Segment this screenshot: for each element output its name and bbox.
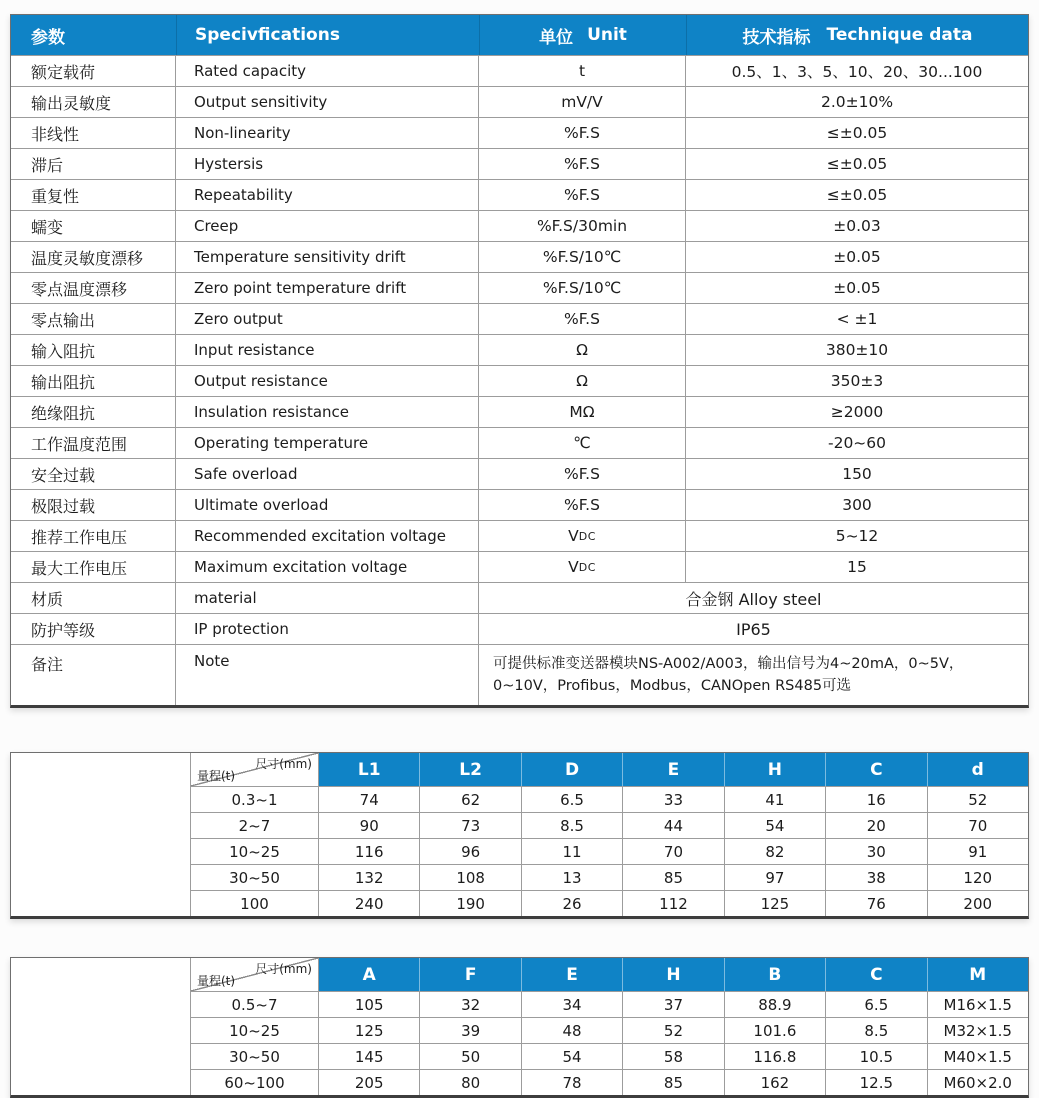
spec-row-merged [11,613,1028,644]
dim-row [191,864,1028,890]
header-param [11,15,176,55]
dim-value-cell: 62 [419,787,520,812]
dim-value-cell: 34 [521,992,622,1017]
range-cell: 10~25 [191,839,319,864]
header-data-cn: 技术指标 [742,27,811,48]
dim-value-cell: 240 [354,894,384,913]
dim-value-cell: 112 [622,891,723,916]
value-cell: 150 [842,465,872,483]
value-cell: -20~60 [827,434,887,452]
dim-column-header: L2 [419,753,520,786]
unit-cell: %F.S [479,118,686,148]
param-en-cell: Zero point temperature drift [176,273,479,303]
dim-value-cell: 91 [927,839,1028,864]
param-en-cell: Hystersis [176,149,479,179]
dim-row [191,991,1028,1017]
value-cell: ±0.05 [833,248,881,266]
note-text-cell [479,645,1028,705]
dim-value-cell: 125 [354,1021,384,1040]
dim-column-header: M [927,958,1028,991]
param-en-cell: Maximum excitation voltage [176,552,479,582]
spec-row-merged [11,582,1028,613]
model-label: NS-TH3B [11,958,191,1095]
range-cell: 30~50 [191,1044,319,1069]
dim-value-cell: 37 [622,992,723,1017]
unit-cell: MΩ [479,397,686,427]
spec-row [11,179,1028,210]
param-cn-cell: 极限过载 [11,490,176,520]
spacer [10,919,1029,957]
param-en-cell: material [176,583,479,613]
dim-value-cell: 30 [825,839,926,864]
dim-value-cell: 116 [354,842,384,861]
note-row [11,644,1028,705]
value-cell: < ±1 [836,310,878,328]
dim-value-cell: 54 [724,813,825,838]
param-cn-cell: 备注 [11,645,176,705]
note-line-1: 可提供标准变送器模块NS-A002/A003，输出信号为4~20mA，0~5V， [493,655,964,672]
dim-value-cell: 82 [724,839,825,864]
param-en-cell: Ultimate overload [176,490,479,520]
unit-cell: V DC [479,552,686,582]
dim-value-cell: 6.5 [825,992,926,1017]
unit-cell: Ω [479,366,686,396]
dim-row [191,838,1028,864]
dim-value-cell: 70 [927,813,1028,838]
dim-value-cell: 26 [521,891,622,916]
dim-value-cell: 50 [419,1044,520,1069]
spec-row [11,489,1028,520]
header-unit-cn: 单位 [539,27,574,48]
unit-cell: V DC [479,521,686,551]
dim-value-cell: 58 [622,1044,723,1069]
unit-cell: %F.S [479,459,686,489]
unit-cell: mV/V [479,87,686,117]
dim-value-cell: 116.8 [724,1044,825,1069]
param-en-cell: Creep [176,211,479,241]
dim-column-header: A [319,958,419,991]
dim-value-cell: 76 [825,891,926,916]
dim-value-cell: 38 [825,865,926,890]
param-cn-cell: 输出灵敏度 [11,87,176,117]
dim-value-cell: 39 [419,1018,520,1043]
spec-row [11,365,1028,396]
dim-value-cell: 120 [927,865,1028,890]
value-cell: ≤±0.05 [826,155,888,173]
param-cn-cell: 材质 [11,583,176,613]
dim-row [191,1017,1028,1043]
param-cn-cell: 防护等级 [11,614,176,644]
header-specifications [176,15,479,55]
spec-row [11,427,1028,458]
param-en-cell: Recommended excitation voltage [176,521,479,551]
param-cn-cell: 重复性 [11,180,176,210]
value-cell: 2.0±10% [820,93,894,111]
unit-cell: %F.S [479,149,686,179]
range-cell: 100 [191,891,319,916]
dim-value-cell: 205 [354,1073,384,1092]
dim-value-cell: 88.9 [724,992,825,1017]
unit-cell: %F.S/30min [479,211,686,241]
dim-value-cell: 78 [521,1070,622,1095]
spec-row [11,55,1028,86]
dim-value-cell: 96 [419,839,520,864]
dim-row [191,812,1028,838]
header-param-cn: 参数 [31,27,65,48]
param-en-cell: Note [176,645,479,705]
dim-value-cell: 162 [724,1070,825,1095]
param-cn-cell: 输出阻抗 [11,366,176,396]
spec-row [11,551,1028,582]
param-en-cell: Non-linearity [176,118,479,148]
dim-value-cell: M60×2.0 [927,1070,1028,1095]
dim-value-cell: 52 [622,1018,723,1043]
dim-value-cell: 90 [359,816,379,835]
dim-value-cell: M40×1.5 [927,1044,1028,1069]
spec-row [11,210,1028,241]
header-unit [479,15,686,55]
spec-row [11,272,1028,303]
dim-column-header: F [419,958,520,991]
value-cell: 15 [847,558,867,576]
param-en-cell: Input resistance [176,335,479,365]
dim-value-cell: 11 [521,839,622,864]
th3b-table [10,957,1029,1098]
dim-header-row [191,958,1028,991]
param-en-cell: IP protection [176,614,479,644]
param-en-cell: Temperature sensitivity drift [176,242,479,272]
unit-cell: ℃ [479,428,686,458]
param-cn-cell: 非线性 [11,118,176,148]
dim-value-cell: 41 [724,787,825,812]
dim-column-header: B [724,958,825,991]
dim-value-cell: 54 [521,1044,622,1069]
header-param-en: Specivfications [195,25,340,45]
range-cell: 0.5~7 [191,992,319,1017]
value-cell: ±0.05 [833,279,881,297]
param-cn-cell: 额定载荷 [11,56,176,86]
spec-row [11,520,1028,551]
dim-table-grid [191,958,1028,1095]
header-technique-data [686,15,1028,55]
param-cn-cell: 零点输出 [11,304,176,334]
spec-row [11,303,1028,334]
value-cell: 5~12 [835,527,879,545]
dim-value-cell: 108 [419,865,520,890]
param-en-cell: Output sensitivity [176,87,479,117]
dim-value-cell: 73 [419,813,520,838]
unit-cell: %F.S [479,180,686,210]
merged-value-cell: 合金钢 Alloy steel [685,589,822,609]
param-cn-cell: 滞后 [11,149,176,179]
dim-value-cell: 74 [359,790,379,809]
dim-column-header: H [724,753,825,786]
dim-value-cell: 85 [622,1070,723,1095]
dim-column-header: D [521,753,622,786]
param-en-cell: Rated capacity [176,56,479,86]
corner-range-label: 量程(t) [197,974,236,988]
dim-value-cell: 101.6 [724,1018,825,1043]
dim-value-cell: 16 [825,787,926,812]
dim-row [191,1069,1028,1095]
dim-value-cell: 190 [419,891,520,916]
dim-row [191,786,1028,812]
dim-value-cell: 32 [419,992,520,1017]
param-cn-cell: 最大工作电压 [11,552,176,582]
dim-value-cell: 48 [521,1018,622,1043]
spacer [10,708,1029,752]
header-data-en: Technique data [826,25,973,45]
dim-column-header: C [825,958,926,991]
value-cell: 300 [842,496,872,514]
dim-value-cell: 105 [354,995,384,1014]
dim-value-cell: 8.5 [521,813,622,838]
param-en-cell: Output resistance [176,366,479,396]
value-cell: ≥2000 [830,403,884,421]
param-cn-cell: 蠕变 [11,211,176,241]
param-cn-cell: 推荐工作电压 [11,521,176,551]
dim-column-header: E [521,958,622,991]
param-en-cell: Zero output [176,304,479,334]
dim-value-cell: 85 [622,865,723,890]
note-line-2: 0~10V，Profibus，Modbus，CANOpen RS485可选 [493,678,852,694]
dim-value-cell: 97 [724,865,825,890]
param-cn-cell: 安全过载 [11,459,176,489]
dim-value-cell: 44 [622,813,723,838]
dim-value-cell: 12.5 [825,1070,926,1095]
unit-cell: %F.S [479,490,686,520]
spec-row [11,86,1028,117]
param-en-cell: Safe overload [176,459,479,489]
param-en-cell: Insulation resistance [176,397,479,427]
dim-value-cell: 125 [724,891,825,916]
unit-subscript: DC [578,560,596,574]
spec-table-header [11,15,1028,55]
model-label: NS-TH3A [11,753,191,916]
dim-value-cell: 145 [354,1047,384,1066]
unit-cell: Ω [479,335,686,365]
value-cell: 0.5、1、3、5、10、20、30...100 [731,63,983,81]
dim-table-grid [191,753,1028,916]
dim-column-header: d [927,753,1028,786]
range-cell: 10~25 [191,1018,319,1043]
dim-value-cell: M16×1.5 [927,992,1028,1017]
diagonal-corner-cell [191,753,319,786]
dim-value-cell: 132 [354,868,384,887]
unit-cell: %F.S/10℃ [479,273,686,303]
spec-row [11,396,1028,427]
param-en-cell: Repeatability [176,180,479,210]
param-cn-cell: 输入阻抗 [11,335,176,365]
value-cell: 380±10 [825,341,889,359]
th3a-table [10,752,1029,919]
dim-value-cell: 200 [927,891,1028,916]
param-cn-cell: 绝缘阻抗 [11,397,176,427]
spec-row [11,148,1028,179]
value-cell: ≤±0.05 [826,124,888,142]
unit-cell: %F.S [479,304,686,334]
dim-value-cell: 8.5 [825,1018,926,1043]
param-cn-cell: 工作温度范围 [11,428,176,458]
range-cell: 30~50 [191,865,319,890]
dim-column-header: C [825,753,926,786]
spec-row [11,458,1028,489]
dim-value-cell: 20 [825,813,926,838]
dim-value-cell: M32×1.5 [927,1018,1028,1043]
param-cn-cell: 零点温度漂移 [11,273,176,303]
dim-value-cell: 10.5 [825,1044,926,1069]
header-unit-en: Unit [587,25,627,45]
unit-cell: %F.S/10℃ [479,242,686,272]
dim-row [191,890,1028,916]
corner-size-label: 尺寸(mm) [255,962,312,976]
value-cell: ±0.03 [833,217,881,235]
diagonal-corner-cell [191,958,319,991]
dim-row [191,1043,1028,1069]
value-cell: ≤±0.05 [826,186,888,204]
spec-table [10,14,1029,708]
spec-row [11,241,1028,272]
unit-cell: t [479,56,686,86]
merged-value-cell: IP65 [736,619,771,639]
dim-value-cell: 6.5 [521,787,622,812]
corner-size-label: 尺寸(mm) [255,757,312,771]
unit-subscript: DC [578,529,596,543]
spec-table-body [11,55,1028,705]
value-cell: 350±3 [830,372,884,390]
dim-column-header: H [622,958,723,991]
range-cell: 2~7 [191,813,319,838]
range-cell: 60~100 [191,1070,319,1095]
range-cell: 0.3~1 [191,787,319,812]
dim-header-row [191,753,1028,786]
dim-column-header: E [622,753,723,786]
spec-row [11,334,1028,365]
dim-value-cell: 13 [521,865,622,890]
dim-value-cell: 33 [622,787,723,812]
dim-column-header: L1 [319,753,419,786]
spec-row [11,117,1028,148]
param-en-cell: Operating temperature [176,428,479,458]
dim-value-cell: 52 [927,787,1028,812]
param-cn-cell: 温度灵敏度漂移 [11,242,176,272]
dim-value-cell: 80 [419,1070,520,1095]
corner-range-label: 量程(t) [197,769,236,783]
dim-value-cell: 70 [622,839,723,864]
